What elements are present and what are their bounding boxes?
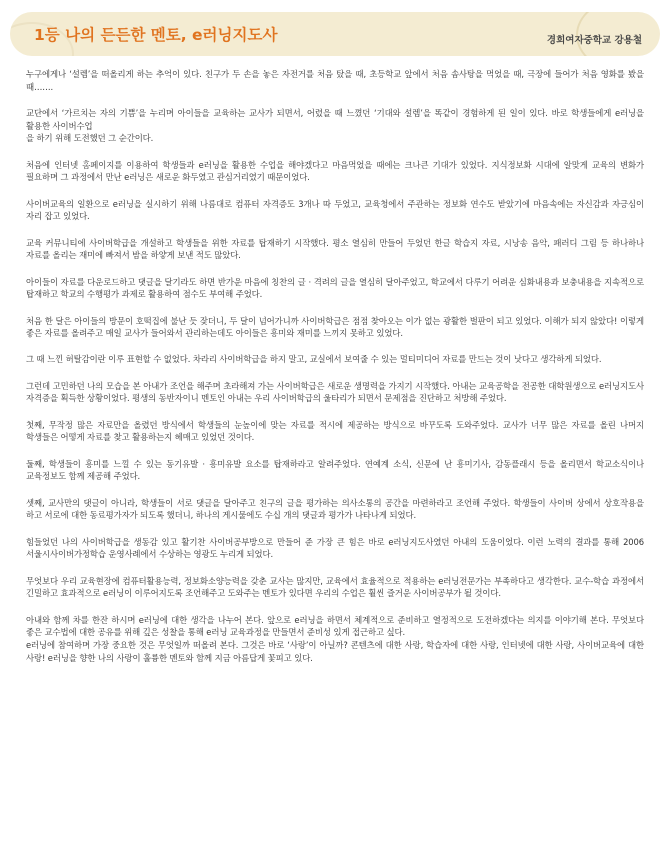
paragraph: 둘째, 학생들이 흥미를 느낄 수 있는 동기유발 · 흥미유발 요소를 탑재하라고 알려주었다. 연예계 소식, 신문에 난 흥미기사, 감동플래시 등을 올리면서 학교소식이나 교육정보도 함께 제공해 주었다.	[26, 458, 644, 482]
paragraph: 처음 한 달은 아이들의 방문이 호떡집에 불난 듯 잦더니, 두 달이 넘어가니까 사이버학급은 점점 찾아오는 이가 없는 광활한 벌판이 되고 있었다. 이해가 되지 않았다! 이렇게 좋은 자료를 올려주고 매일 교사가 들어와서 관리하는데도 아이들은 흥미와 재미를 느끼지 못하고 있었다.	[26, 315, 644, 339]
title-banner	[10, 12, 660, 56]
paragraph: 그런데 고민하던 나의 모습을 본 아내가 조언을 해주며 초라해져 가는 사이버학급은 새로운 생명력을 가지기 시작했다. 아내는 교육공학을 전공한 대학원생으로 e러닝지도사 자격증을 획득한 상황이었다. 평생의 동반자이니 멘토인 아내는 우리 사이버학급의 울타리가 되면서 문제점을 진단하고 처방해 주었다.	[26, 380, 644, 404]
paragraph: 누구에게나 ‘설렘’을 떠올리게 하는 추억이 있다. 친구가 두 손을 놓은 자전거를 처음 탔을 때, 초등학교 앞에서 처음 솜사탕을 먹었을 때, 극장에 들어가 처음 영화를 봤을 때…….	[26, 69, 644, 92]
paragraph: 힘들었던 나의 사이버학급을 생동감 있고 활기찬 사이버공부방으로 만들어 준 가장 큰 힘은 바로 e러닝지도사였던 아내의 도움이었다. 이런 노력의 결과를 통해 2006 서울시사이버가정학습 운영사례에서 수상하는 영광도 누리게 되었다.	[26, 536, 644, 560]
article-body	[26, 68, 644, 678]
article-title: 1등 나의 든든한 멘토, e러닝지도사	[34, 26, 278, 44]
paragraph: 그 때 느낀 허탈감이란 이루 표현할 수 없었다. 차라리 사이버학급을 하지 말고, 교실에서 보여줄 수 있는 멀티미디어 자료를 만드는 것이 낫다고 생각하게 되었다.	[26, 354, 602, 365]
paragraph: 첫째, 무작정 많은 자료만을 올렸던 방식에서 학생들의 눈높이에 맞는 자료를 적시에 제공하는 방식으로 바꾸도록 도와주었다. 교사가 너무 많은 자료를 올린 나머지 학생들은 어떻게 자료를 찾고 활용하는지 헤매고 있었던 것이다.	[26, 419, 644, 443]
paragraph: 아내와 함께 차를 한잔 하시며 e러닝에 대한 생각을 나누어 본다. 앞으로 e러닝을 하면서 체계적으로 준비하고 열정적으로 도전하겠다는 의지를 이야기해 본다. 무엇보다 좋은 교수법에 대한 공유를 위해 깊은 성찰을 통해 e러닝 교육과정을 만들면서 준비성 있게 접근하고 싶다. e러닝에 참여하며 가장 중요한 것은 무엇일까 떠올려 본다. 그것은 바로 ‘사랑’이 아닐까? 콘텐츠에 대한 사랑, 학습자에 대한 사랑, 인터넷에 대한 사랑, 사이버교육에 대한 사랑! e러닝을 향한 나의 사랑이 훌륭한 멘토와 함께 지금 아름답게 꽃피고 있다.	[26, 614, 644, 663]
paragraph: 사이버교육의 일환으로 e러닝을 실시하기 위해 나름대로 컴퓨터 자격증도 3개나 따 두었고, 교육청에서 주관하는 정보화 연수도 받았기에 마음속에는 자신감과 자긍심이 자리 잡고 있었다.	[26, 198, 644, 222]
paragraph: 교육 커뮤니티에 사이버학급을 개설하고 학생들을 위한 자료를 탑재하기 시작했다. 평소 열심히 만들어 두었던 한글 학습지 자료, 시낭송 음악, 패러디 그림 등 하나하나 자료를 올리는 재미에 빠져서 밤을 하얗게 보낸 적도 많았다.	[26, 237, 644, 261]
paragraph: 아이들이 자료를 다운로드하고 댓글을 달기라도 하면 반가운 마음에 칭찬의 글 · 격려의 글을 열심히 달아주었고, 학교에서 다루기 어려운 심화내용과 보충내용을 지속적으로 탑재하고 학교의 수행평가 과제로 활용하여 점수도 부여해 주었다.	[26, 276, 644, 300]
paragraph: 교단에서 ‘가르치는 자의 기쁨’을 누리며 아이들을 교육하는 교사가 되면서, 어렸을 때 느꼈던 ‘기대와 설렘’을 똑같이 경험하게 된 일이 있다. 바로 학생들에게 e러닝을 활용한 사이버수업 을 하기 위해 도전했던 그 순간이다.	[26, 107, 644, 144]
paragraph: 무엇보다 우리 교육현장에 컴퓨터활용능력, 정보화소양능력을 갖춘 교사는 많지만, 교육에서 효율적으로 적용하는 e러닝전문가는 부족하다고 생각한다. 교수-학습 과정에서 긴밀하고 효과적으로 e러닝이 이루어지도록 조언해주고 도와주는 멘토가 있다면 우리의 수업은 훨씬 즐거운 사이버공부가 될 것이다.	[26, 575, 644, 599]
author-byline: 경희여자중학교 강용철	[546, 35, 642, 46]
paragraph: 처음에 인터넷 홈페이지를 이용하여 학생들과 e러닝을 활용한 수업을 해야겠다고 마음먹었을 때에는 크나큰 기대가 있었다. 지식정보화 시대에 알맞게 교육의 변화가 필요하며 그 과정에서 만난 e러닝은 새로운 화두였고 관심거리였기 때문이었다.	[26, 159, 644, 183]
paragraph: 셋째, 교사만의 댓글이 아니라, 학생들이 서로 댓글을 달아주고 친구의 글을 평가하는 의사소통의 공간을 마련하라고 조언해 주었다. 학생들이 사이버 상에서 상호작용을 하고 서로에 대한 동료평가자가 되도록 했더니, 하나의 게시물에도 수십 개의 댓글과 평가가 나타나게 되었다.	[26, 497, 644, 521]
